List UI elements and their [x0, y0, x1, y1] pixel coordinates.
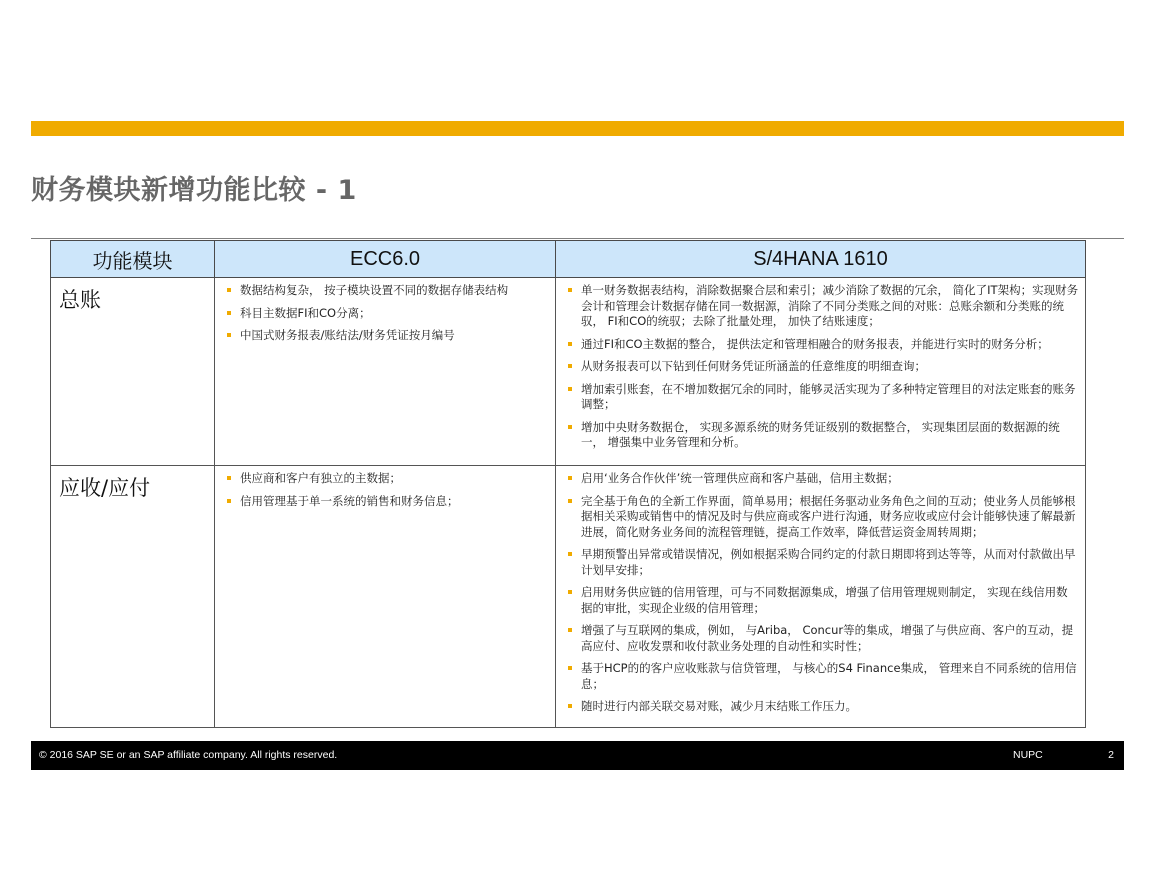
header-module: 功能模块: [51, 241, 215, 278]
list-item: 从财务报表可以下钻到任何财务凭证所涵盖的任意维度的明细查询；: [568, 359, 1079, 375]
s4-cell: [556, 466, 1086, 728]
s4-list: [556, 466, 1085, 724]
list-item: 科目主数据FI和CO分离；: [227, 306, 549, 322]
list-item: 增加索引账套，在不增加数据冗余的同时，能够灵活实现为了多种特定管理目的对法定账套的账务调整；: [568, 382, 1079, 413]
comparison-table: [50, 240, 1086, 728]
page-number: 2: [1108, 749, 1114, 761]
list-item: 供应商和客户有独立的主数据；: [227, 471, 549, 487]
table-header-row: [51, 241, 1086, 278]
footer-brand: NUPC: [1013, 749, 1043, 761]
header-s4hana: S/4HANA 1610: [556, 241, 1086, 278]
header-ecc: ECC6.0: [215, 241, 556, 278]
list-item: 随时进行内部关联交易对账，减少月末结账工作压力。: [568, 699, 1079, 715]
list-item: 启用‘业务合作伙伴’统一管理供应商和客户基础，信用主数据；: [568, 471, 1079, 487]
list-item: 增强了与互联网的集成，例如， 与Ariba， Concur等的集成，增强了与供应商、客户的互动，提高应付、应收发票和收付款业务处理的自动性和实时性；: [568, 623, 1079, 654]
list-item: 启用财务供应链的信用管理，可与不同数据源集成，增强了信用管理规则制定， 实现在线信用数据的审批，实现企业级的信用管理；: [568, 585, 1079, 616]
list-item: 单一财务数据表结构，消除数据聚合层和索引；减少消除了数据的冗余， 简化了IT架构；实现财务会计和管理会计数据存储在同一数据源，消除了不同分类账之间的对账：总账余额和分类账的统驭， FI和CO的统驭；去除了批量处理， 加快了结账速度；: [568, 283, 1079, 330]
ecc-list: [215, 278, 555, 353]
table-row-general-ledger: [51, 278, 1086, 466]
comparison-table-container: [50, 240, 1085, 728]
module-cell: 应收/应付: [51, 466, 215, 728]
title-divider: [31, 238, 1124, 239]
ecc-cell: [215, 466, 556, 728]
list-item: 完全基于角色的全新工作界面，简单易用；根据任务驱动业务角色之间的互动；使业务人员能够根据相关采购或销售中的情况及时与供应商或客户进行沟通，财务应收或应付会计能够快速了解最新进展，简化财务业务间的流程管理链，提高工作效率，降低营运资金周转周期；: [568, 494, 1079, 541]
copyright-text: © 2016 SAP SE or an SAP affiliate company. All rights reserved.: [39, 749, 338, 761]
list-item: 早期预警出异常或错误情况，例如根据采购合同约定的付款日期即将到达等等，从而对付款做出早计划早安排；: [568, 547, 1079, 578]
list-item: 通过FI和CO主数据的整合， 提供法定和管理相融合的财务报表，并能进行实时的财务分析；: [568, 337, 1079, 353]
ecc-cell: [215, 278, 556, 466]
s4-cell: [556, 278, 1086, 466]
list-item: 中国式财务报表/账结法/财务凭证按月编号: [227, 328, 549, 344]
list-item: 基于HCP的的客户应收账款与信贷管理， 与核心的S4 Finance集成， 管理来自不同系统的信用信息；: [568, 661, 1079, 692]
slide-title: 财务模块新增功能比较 - 1: [31, 175, 357, 206]
list-item: 增加中央财务数据仓， 实现多源系统的财务凭证级别的数据整合， 实现集团层面的数据源的统一， 增强集中业务管理和分析。: [568, 420, 1079, 451]
list-item: 数据结构复杂， 按子模块设置不同的数据存储表结构: [227, 283, 549, 299]
ecc-list: [215, 466, 555, 518]
module-cell: 总账: [51, 278, 215, 466]
footer-bar: [31, 741, 1124, 770]
list-item: 信用管理基于单一系统的销售和财务信息；: [227, 494, 549, 510]
top-accent-bar: [31, 121, 1124, 136]
s4-list: [556, 278, 1085, 460]
table-row-receivables-payables: [51, 466, 1086, 728]
